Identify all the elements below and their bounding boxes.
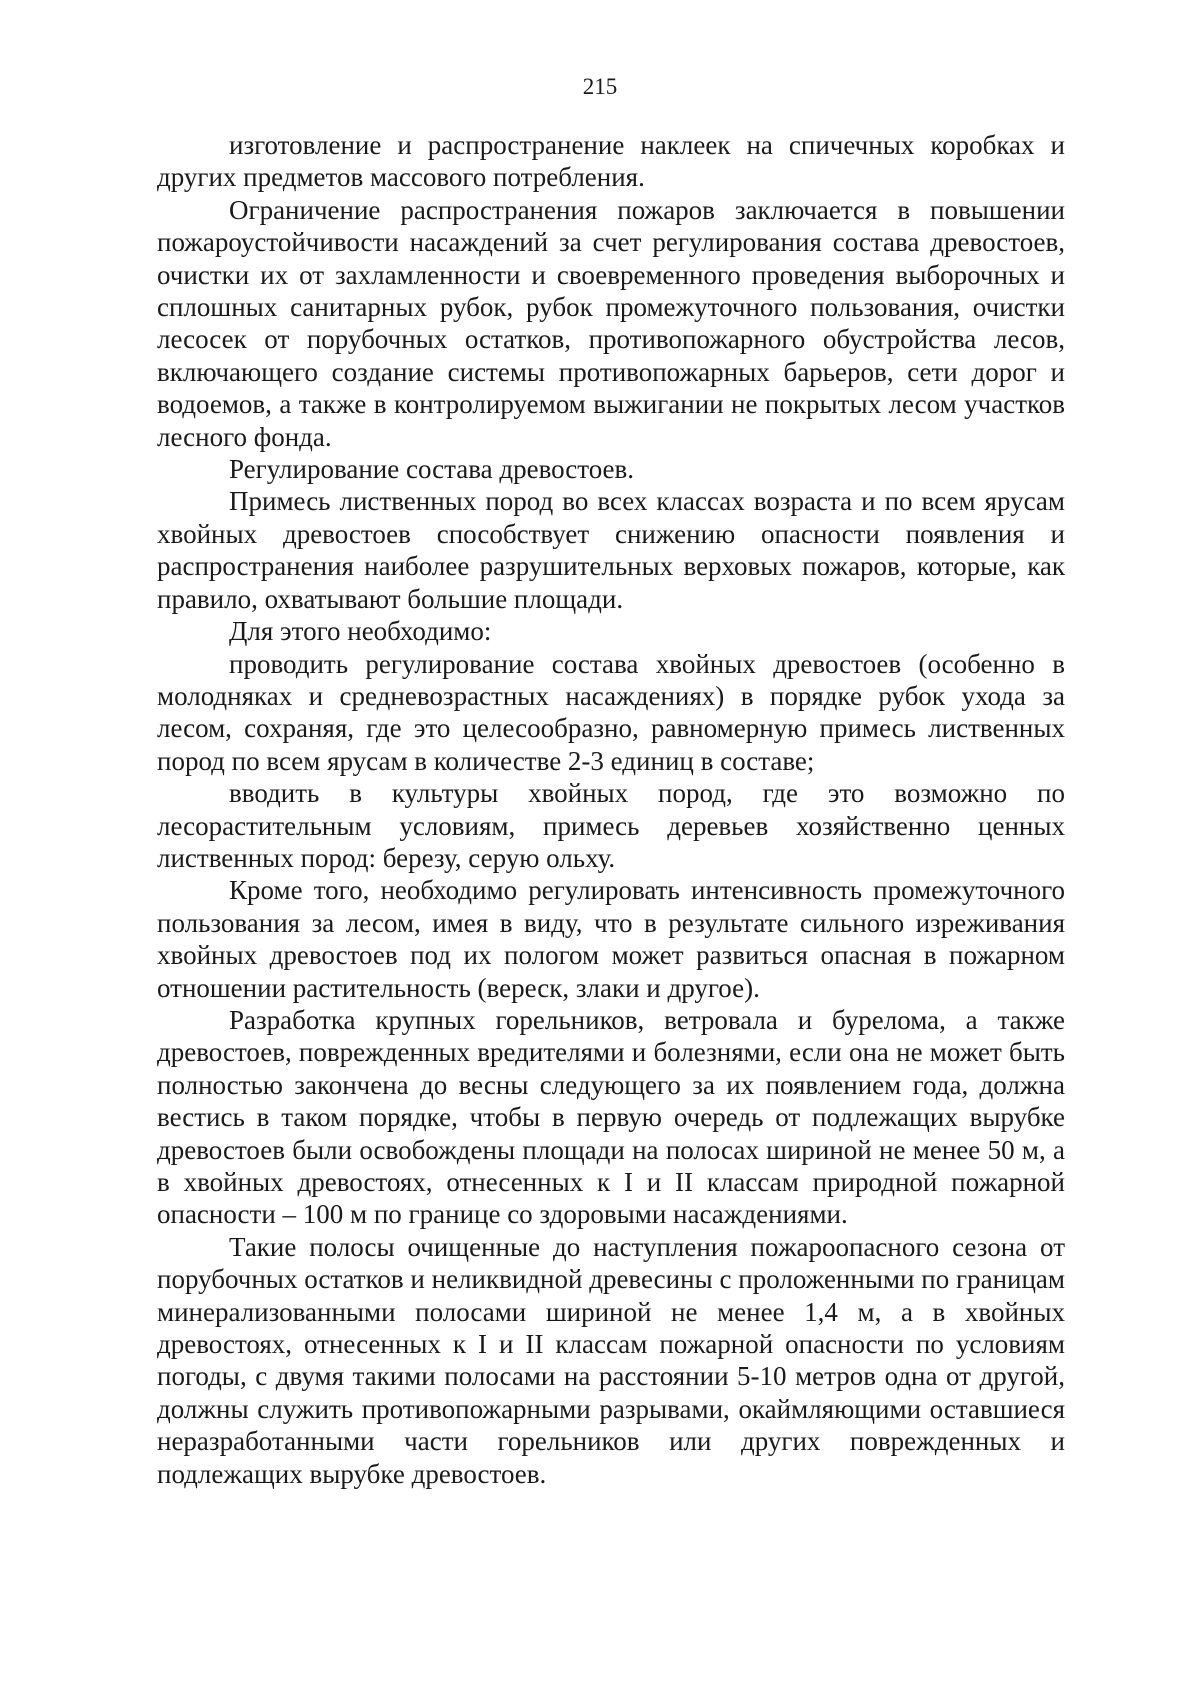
page-number: 215 xyxy=(582,74,618,99)
paragraph: Для этого необходимо: xyxy=(229,616,492,647)
paragraph: Примесь лиственных пород во всех классах возраста и по всем ярусам хвойных древостоев способствует снижению опасности появления и распространения наиболее разрушительных верховых пожаров, которые, как правило, охватывают большие площади. xyxy=(157,486,1065,614)
paragraph: Такие полосы очищенные до наступления пожароопасного сезона от порубочных остатков и неликвидной древесины с проложенными по границам минерализованными полосами шириной не менее 1,4 м, а в хвойных древостоях, отнесенных к I и II классам пожарной опасности по условиям погоды, с двумя такими полосами на расстоянии 5-10 метров одна от другой, должны служить противопожарными разрывами, окаймляющими оставшиеся неразработанными части горельников или других поврежденных и подлежащих вырубке древостоев. xyxy=(157,1231,1065,1489)
paragraph: проводить регулирование состава хвойных древостоев (особенно в молодняках и средневозрастных насаждениях) в порядке рубок ухода за лесом, сохраняя, где это целесообразно, равномерную примесь лиственных пород по всем ярусам в количестве 2-3 единиц в составе; xyxy=(157,648,1065,776)
paragraph: вводить в культуры хвойных пород, где это возможно по лесорастительным условиям, примесь деревьев хозяйственно ценных лиственных пород: березу, серую ольху. xyxy=(157,778,1065,873)
paragraph: Ограничение распространения пожаров заключается в повышении пожароустойчивости насаждений за счет регулирования состава древостоев, очистки их от захламленности и своевременного проведения выборочных и сплошных санитарных рубок, рубок промежуточного пользования, очистки лесосек от порубочных остатков, противопожарного обустройства лесов, включающего создание системы противопожарных барьеров, сети дорог и водоемов, а также в контролируемом выжигании не покрытых лесом участков лесного фонда. xyxy=(157,194,1065,452)
paragraph: Регулирование состава древостоев. xyxy=(229,454,635,485)
paragraph: Кроме того, необходимо регулировать интенсивность промежуточного пользования за лесом, имея в виду, что в результате сильного изреживания хвойных древостоев под их пологом может развиться опасная в пожарном отношении растительность (вереск, злаки и другое). xyxy=(157,875,1065,1003)
document-body xyxy=(157,129,1065,1490)
paragraph: Разработка крупных горельников, ветровала и бурелома, а также древостоев, поврежденных вредителями и болезнями, если она не может быть полностью закончена до весны следующего за их появлением года, должна вестись в таком порядке, чтобы в первую очередь от подлежащих вырубке древостоев были освобождены площади на полосах шириной не менее 50 м, а в хвойных древостоях, отнесенных к I и II классам природной пожарной опасности – 100 м по границе со здоровыми насаждениями. xyxy=(157,1004,1065,1230)
paragraph: изготовление и распространение наклеек на спичечных коробках и других предметов массового потребления. xyxy=(157,130,1065,193)
